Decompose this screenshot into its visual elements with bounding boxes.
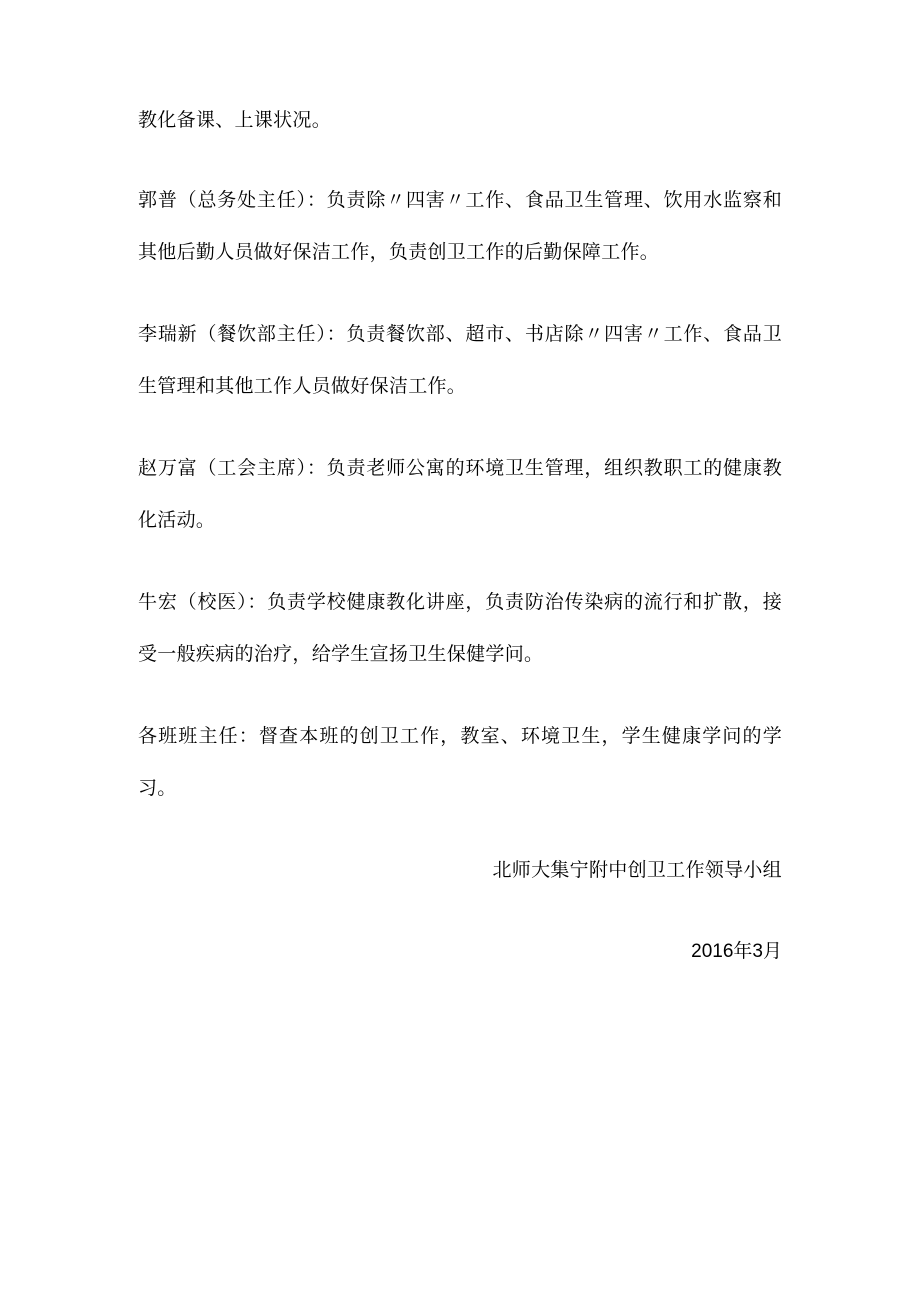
paragraph-li-ruixin: 李瑞新（餐饮部主任）：负责餐饮部、超市、书店除〃四害〃工作、食品卫生管理和其他工作人员做好保洁工作。 [138,323,782,397]
paragraph-niu-hong: 牛宏（校医）：负责学校健康教化讲座，负责防治传染病的流行和扩散，接受一般疾病的治疗，给学生宣扬卫生保健学问。 [138,591,782,665]
paragraph-zhao-wanfu: 赵万富（工会主席）：负责老师公寓的环境卫生管理，组织教职工的健康教化活动。 [138,457,782,531]
paragraph-continuation: 教化备课、上课状况。 [138,109,332,131]
paragraph-guo-pu: 郭普（总务处主任）：负责除〃四害〃工作、食品卫生管理、饮用水监察和其他后勤人员做好保洁工作，负责创卫工作的后勤保障工作。 [138,189,782,263]
signature-line: 北师大集宁附中创卫工作领导小组 [492,859,782,881]
paragraph-class-teachers: 各班班主任：督查本班的创卫工作，教室、环境卫生，学生健康学问的学习。 [138,725,782,799]
document-date: 2016年3月 [691,941,782,962]
document-body [138,94,782,978]
